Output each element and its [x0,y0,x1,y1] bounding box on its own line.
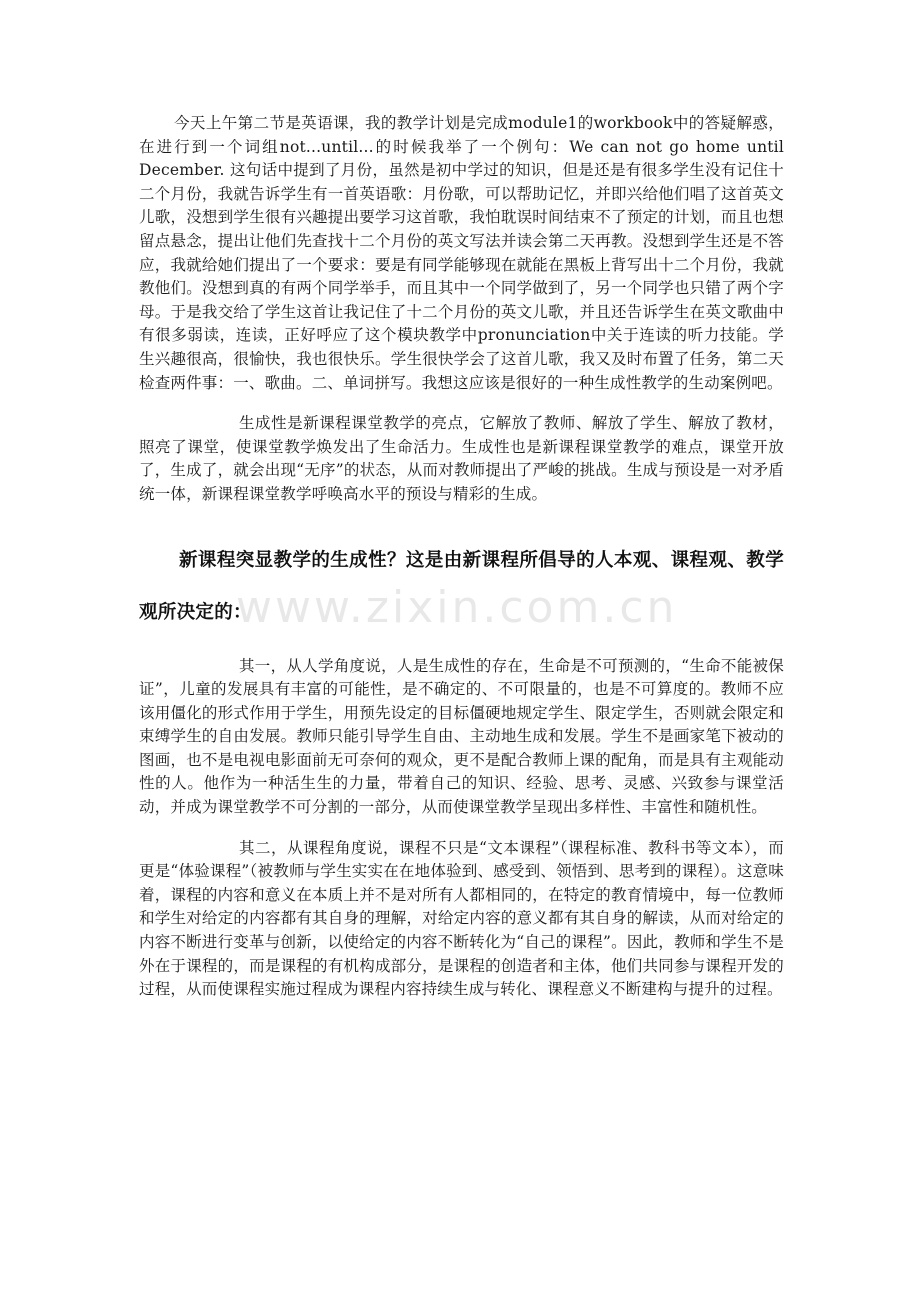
paragraph-lesson-case: 今天上午第二节是英语课，我的教学计划是完成module1的workbook中的答疑解惑，在进行到一个词组not...until...的时候我举了一个例句：We can not go home until December. 这句话中提到了月份，虽然是初中学过的知识，但是还是有很多学生没有记住十二个月份，我就告诉学生有一首英语歌：月份歌，可以帮助记忆，并即兴给他们唱了这首英文儿歌，没想到学生很有兴趣提出要学习这首歌，我怕耽误时间结束不了预定的计划，而且也想留点悬念，提出让他们先查找十二个月份的英文写法并读会第二天再教。没想到学生还是不答应，我就给她们提出了一个要求：要是有同学能够现在就能在黑板上背写出十二个月份，我就教他们。没想到真的有两个同学举手，而且其中一个同学做到了，另一个同学也只错了两个字母。于是我交给了学生这首让我记住了十二个月份的英文儿歌，并且还告诉学生在英文歌曲中有很多弱读，连读，正好呼应了这个模块教学中pronunciation中关于连读的听力技能。学生兴趣很高，很愉快，我也很快乐。学生很快学会了这首儿歌，我又及时布置了任务，第二天检查两件事：一、歌曲。二、单词拼写。我想这应该是很好的一种生成性教学的生动案例吧。 [139,114,784,392]
paragraph-second-point: 其二，从课程角度说，课程不只是“文本课程”（课程标准、教科书等文本），而更是“体验课程”（被教师与学生实实在在地体验到、感受到、领悟到、思考到的课程）。这意味着，课程的内容和意义在本质上并不是对所有人都相同的，在特定的教育情境中，每一位教师和学生对给定的内容都有其自身的理解，对给定内容的意义都有其自身的解读，从而对给定的内容不断进行变革与创新，以使给定的内容不断转化为“自己的课程”。因此，教师和学生不是外在于课程的，而是课程的有机构成部分，是课程的创造者和主体，他们共同参与课程开发的过程，从而使课程实施过程成为课程内容持续生成与转化、课程意义不断建构与提升的过程。 [139,838,784,999]
document-body [139,112,784,1019]
section-heading: 新课程突显教学的生成性？这是由新课程所倡导的人本观、课程观、教学观所决定的： [139,549,784,623]
paragraph-first-point: 其一，从人学角度说，人是生成性的存在，生命是不可预测的，“生命不能被保证”，儿童的发展具有丰富的可能性，是不确定的、不可限量的，也是不可算度的。教师不应该用僵化的形式作用于学生，用预先设定的目标僵硬地规定学生、限定学生，否则就会限定和束缚学生的自由发展。教师只能引导学生自由、主动地生成和发展。学生不是画家笔下被动的图画，也不是电视电影面前无可奈何的观众，更不是配合教师上课的配角，而是具有主观能动性的人。他作为一种活生生的力量，带着自己的知识、经验、思考、灵感、兴致参与课堂活动，并成为课堂教学不可分割的一部分，从而使课堂教学呈现出多样性、丰富性和随机性。 [139,656,784,817]
paragraph-generativity: 生成性是新课程课堂教学的亮点，它解放了教师、解放了学生、解放了教材，照亮了课堂，使课堂教学焕发出了生命活力。生成性也是新课程课堂教学的难点，课堂开放了，生成了，就会出现“无序”的状态，从而对教师提出了严峻的挑战。生成与预设是一对矛盾统一体，新课程课堂教学呼唤高水平的预设与精彩的生成。 [139,414,784,503]
watermark: www.zixin.com.cn [236,582,678,633]
